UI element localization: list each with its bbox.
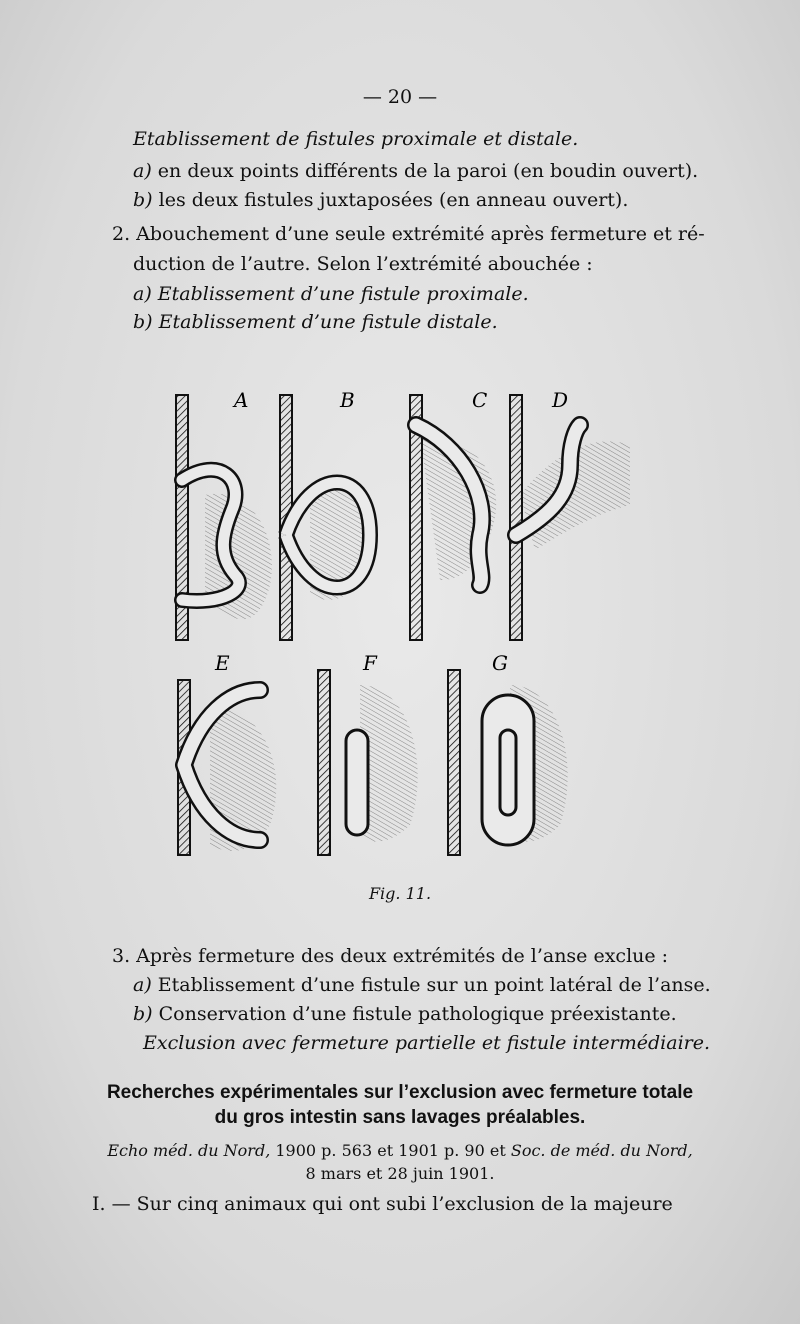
reference-pages: 1900 p. 563 et 1901 p. 90 et xyxy=(275,1141,506,1160)
figure-label-d: D xyxy=(552,388,569,412)
figure-11-illustration xyxy=(160,385,630,875)
section-3-b xyxy=(133,1003,677,1025)
list-label-a: a) xyxy=(133,160,152,182)
section-3-b-label: b) xyxy=(133,1003,153,1025)
paragraph-first-line: I. — Sur cinq animaux qui ont subi l’exclusion de la majeure xyxy=(92,1193,673,1215)
figure-label-b: B xyxy=(340,388,355,412)
diagram-c xyxy=(410,388,496,640)
text-line-a xyxy=(133,160,698,182)
diagram-f xyxy=(318,651,418,855)
list-text-b: les deux fistules juxtaposées (en anneau ouvert). xyxy=(158,189,629,211)
section-3-a-label: a) xyxy=(133,974,152,996)
diagram-b xyxy=(280,388,370,640)
text-line-b xyxy=(133,189,628,211)
list-label-b: b) xyxy=(133,189,153,211)
diagram-d xyxy=(510,388,630,640)
figure-label-c: C xyxy=(472,388,488,412)
section-3-b-text: Conservation d’une fistule pathologique préexistante. xyxy=(158,1003,677,1025)
section-3-a xyxy=(133,974,711,996)
item-2-a: a) Etablissement d’une fistule proximale. xyxy=(133,283,529,305)
page-number: — 20 — xyxy=(362,86,438,108)
item-2-b: b) Etablissement d’une fistule distale. xyxy=(133,311,498,333)
heading-line-2: du gros intestin sans lavages préalables. xyxy=(214,1107,586,1128)
section-3-line-1: 3. Après fermeture des deux extrémités de l’anse exclue : xyxy=(112,945,669,967)
figure-label-e: E xyxy=(215,651,230,675)
section-3-italic-line: Exclusion avec fermeture partielle et fistule intermédiaire. xyxy=(143,1032,711,1054)
diagram-g xyxy=(448,651,568,855)
heading-line-1: Recherches expérimentales sur l’exclusion avec fermeture totale xyxy=(106,1082,694,1103)
figure-label-f: F xyxy=(363,651,377,675)
list-text-a: en deux points différents de la paroi (en boudin ouvert). xyxy=(157,160,699,182)
diagram-e xyxy=(178,651,276,855)
reference-journal-1: Echo méd. du Nord, xyxy=(107,1141,271,1160)
section-3-a-text: Etablissement d’une fistule sur un point latéral de l’anse. xyxy=(157,974,711,996)
reference-line-2: 8 mars et 28 juin 1901. xyxy=(305,1164,495,1183)
item-2-line-2: duction de l’autre. Selon l’extrémité abouchée : xyxy=(133,253,593,275)
diagram-a xyxy=(176,388,272,640)
reference-line-1 xyxy=(0,1141,800,1160)
figure-label-a: A xyxy=(234,388,249,412)
text-line-fistules: Etablissement de fistules proximale et distale. xyxy=(133,128,579,150)
item-2-line-1: 2. Abouchement d’une seule extrémité après fermeture et ré- xyxy=(112,223,705,245)
reference-journal-2: Soc. de méd. du Nord, xyxy=(510,1141,693,1160)
figure-caption: Fig. 11. xyxy=(368,884,432,903)
figure-label-g: G xyxy=(492,651,508,675)
